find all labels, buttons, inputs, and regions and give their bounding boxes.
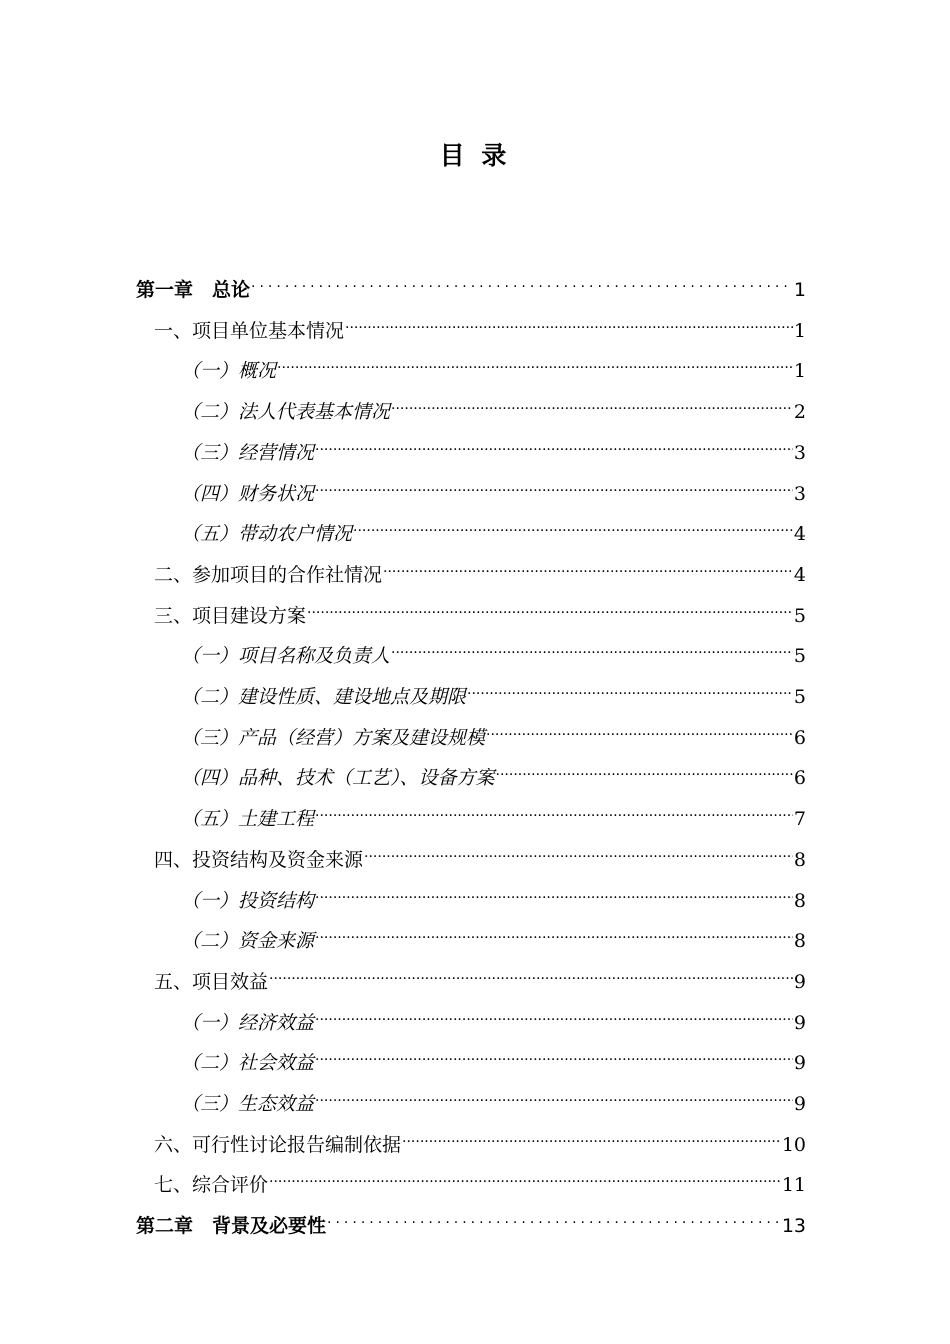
toc-entry-label: 第一章 总论: [136, 279, 251, 301]
toc-page-number: 8: [793, 889, 806, 912]
toc-page-number: 8: [793, 930, 806, 953]
toc-dot-leader: [391, 384, 793, 418]
toc-dot-leader: [277, 343, 793, 377]
toc-chapter-entry[interactable]: [136, 262, 806, 301]
toc-subsection-entry[interactable]: [181, 669, 806, 708]
toc-page-number: 1: [793, 279, 806, 301]
toc-entry-label: 二、参加项目的合作社情况: [154, 563, 383, 586]
toc-page-number: 5: [793, 686, 806, 708]
toc-dot-leader: [269, 1157, 781, 1191]
toc-page-number: 9: [793, 1093, 806, 1115]
toc-dot-leader: [364, 832, 793, 866]
toc-page-number: 8: [793, 848, 806, 871]
toc-entry-label: （一）经济效益: [181, 1011, 315, 1034]
toc-entry-label: （二）社会效益: [181, 1052, 315, 1075]
toc-page-number: 11: [781, 1174, 806, 1197]
toc-entry-label: （一）投资结构: [181, 889, 315, 912]
toc-dot-leader: [383, 547, 793, 581]
toc-entry-label: 五、项目效益: [154, 970, 269, 993]
toc-page-number: 1: [793, 360, 806, 383]
toc-dot-leader: [315, 791, 793, 825]
toc-subsection-entry[interactable]: [181, 425, 806, 464]
toc-dot-leader: [467, 669, 793, 703]
toc-section-entry[interactable]: [154, 1157, 806, 1197]
toc-dot-leader: [391, 628, 793, 662]
toc-page-number: 4: [793, 523, 806, 546]
toc-dot-leader: [269, 954, 793, 988]
toc-dot-leader: [486, 710, 793, 744]
toc-page-number: 2: [793, 401, 806, 424]
toc-page-number: 5: [793, 604, 806, 627]
toc-page-number: 3: [793, 441, 806, 464]
toc-subsection-entry[interactable]: [181, 913, 806, 953]
toc-page-number: 6: [793, 726, 806, 749]
toc-dot-leader: [251, 262, 793, 296]
toc-page-number: 9: [793, 970, 806, 993]
toc-dot-leader: [315, 425, 793, 459]
toc-dot-leader: [307, 588, 793, 622]
toc-dot-leader: [315, 466, 793, 500]
toc-section-entry[interactable]: [154, 547, 806, 586]
toc-subsection-entry[interactable]: [181, 466, 806, 505]
toc-subsection-entry[interactable]: [181, 506, 806, 546]
toc-section-entry[interactable]: [154, 588, 806, 627]
toc-page-number: 10: [781, 1133, 806, 1156]
toc-entry-label: 四、投资结构及资金来源: [154, 848, 364, 871]
toc-entry-label: 第二章 背景及必要性: [136, 1215, 327, 1238]
toc-dot-leader: [353, 506, 793, 540]
toc-entry-label: （二）资金来源: [181, 930, 315, 953]
toc-chapter-entry[interactable]: [136, 1198, 806, 1238]
toc-subsection-entry[interactable]: [181, 750, 806, 790]
toc-page-number: 6: [793, 767, 806, 790]
toc-entry-label: （一）概况: [181, 360, 277, 383]
toc-dot-leader: [327, 1198, 781, 1232]
toc-entry-label: 一、项目单位基本情况: [154, 319, 345, 342]
toc-section-entry[interactable]: [154, 954, 806, 993]
toc-page-number: 9: [793, 1052, 806, 1075]
toc-entry-label: （二）法人代表基本情况: [181, 401, 391, 424]
toc-page-number: 7: [793, 808, 806, 831]
toc-subsection-entry[interactable]: [181, 873, 806, 912]
toc-page-number: 1: [793, 319, 806, 342]
toc-dot-leader: [345, 303, 793, 337]
toc-entry-label: （五）带动农户情况: [181, 523, 353, 546]
toc-subsection-entry[interactable]: [181, 343, 806, 383]
toc-dot-leader: [315, 873, 793, 907]
toc-subsection-entry[interactable]: [181, 791, 806, 831]
toc-dot-leader: [496, 750, 793, 784]
toc-dot-leader: [402, 1117, 781, 1151]
toc-page-number: 3: [793, 482, 806, 505]
toc-section-entry[interactable]: [154, 1117, 806, 1156]
toc-subsection-entry[interactable]: [181, 1035, 806, 1075]
toc-page-number: 13: [781, 1215, 806, 1238]
toc-section-entry[interactable]: [154, 303, 806, 342]
page-title: 目 录: [439, 141, 511, 170]
toc-subsection-entry[interactable]: [181, 710, 806, 749]
toc-entry-label: 三、项目建设方案: [154, 604, 307, 627]
toc-dot-leader: [315, 1035, 793, 1069]
toc-subsection-entry[interactable]: [181, 628, 806, 668]
toc-entry-label: （四）品种、技术（工艺）、设备方案: [181, 767, 495, 790]
toc-subsection-entry[interactable]: [181, 384, 806, 424]
toc-entry-label: （三）经营情况: [181, 441, 315, 464]
toc-page-number: 9: [793, 1011, 806, 1034]
toc-page-number: 5: [793, 645, 806, 668]
toc-entry-label: （三）产品（经营）方案及建设规模: [181, 726, 486, 749]
toc-page-number: 4: [793, 563, 806, 586]
toc-subsection-entry[interactable]: [181, 995, 806, 1034]
toc-dot-leader: [315, 1076, 793, 1110]
toc-dot-leader: [315, 913, 793, 947]
toc-entry-label: （五）土建工程: [181, 808, 315, 831]
toc-entry-label: （二）建设性质、建设地点及期限: [181, 686, 467, 708]
toc-entry-label: 六、可行性讨论报告编制依据: [154, 1133, 402, 1156]
toc-entry-label: （三）生态效益: [181, 1093, 315, 1115]
toc-entry-label: （一）项目名称及负责人: [181, 645, 391, 668]
toc-entry-label: 七、综合评价: [154, 1174, 269, 1197]
toc-dot-leader: [315, 995, 793, 1029]
toc-section-entry[interactable]: [154, 832, 806, 871]
toc-subsection-entry[interactable]: [181, 1076, 806, 1115]
toc-entry-label: （四）财务状况: [181, 482, 315, 505]
